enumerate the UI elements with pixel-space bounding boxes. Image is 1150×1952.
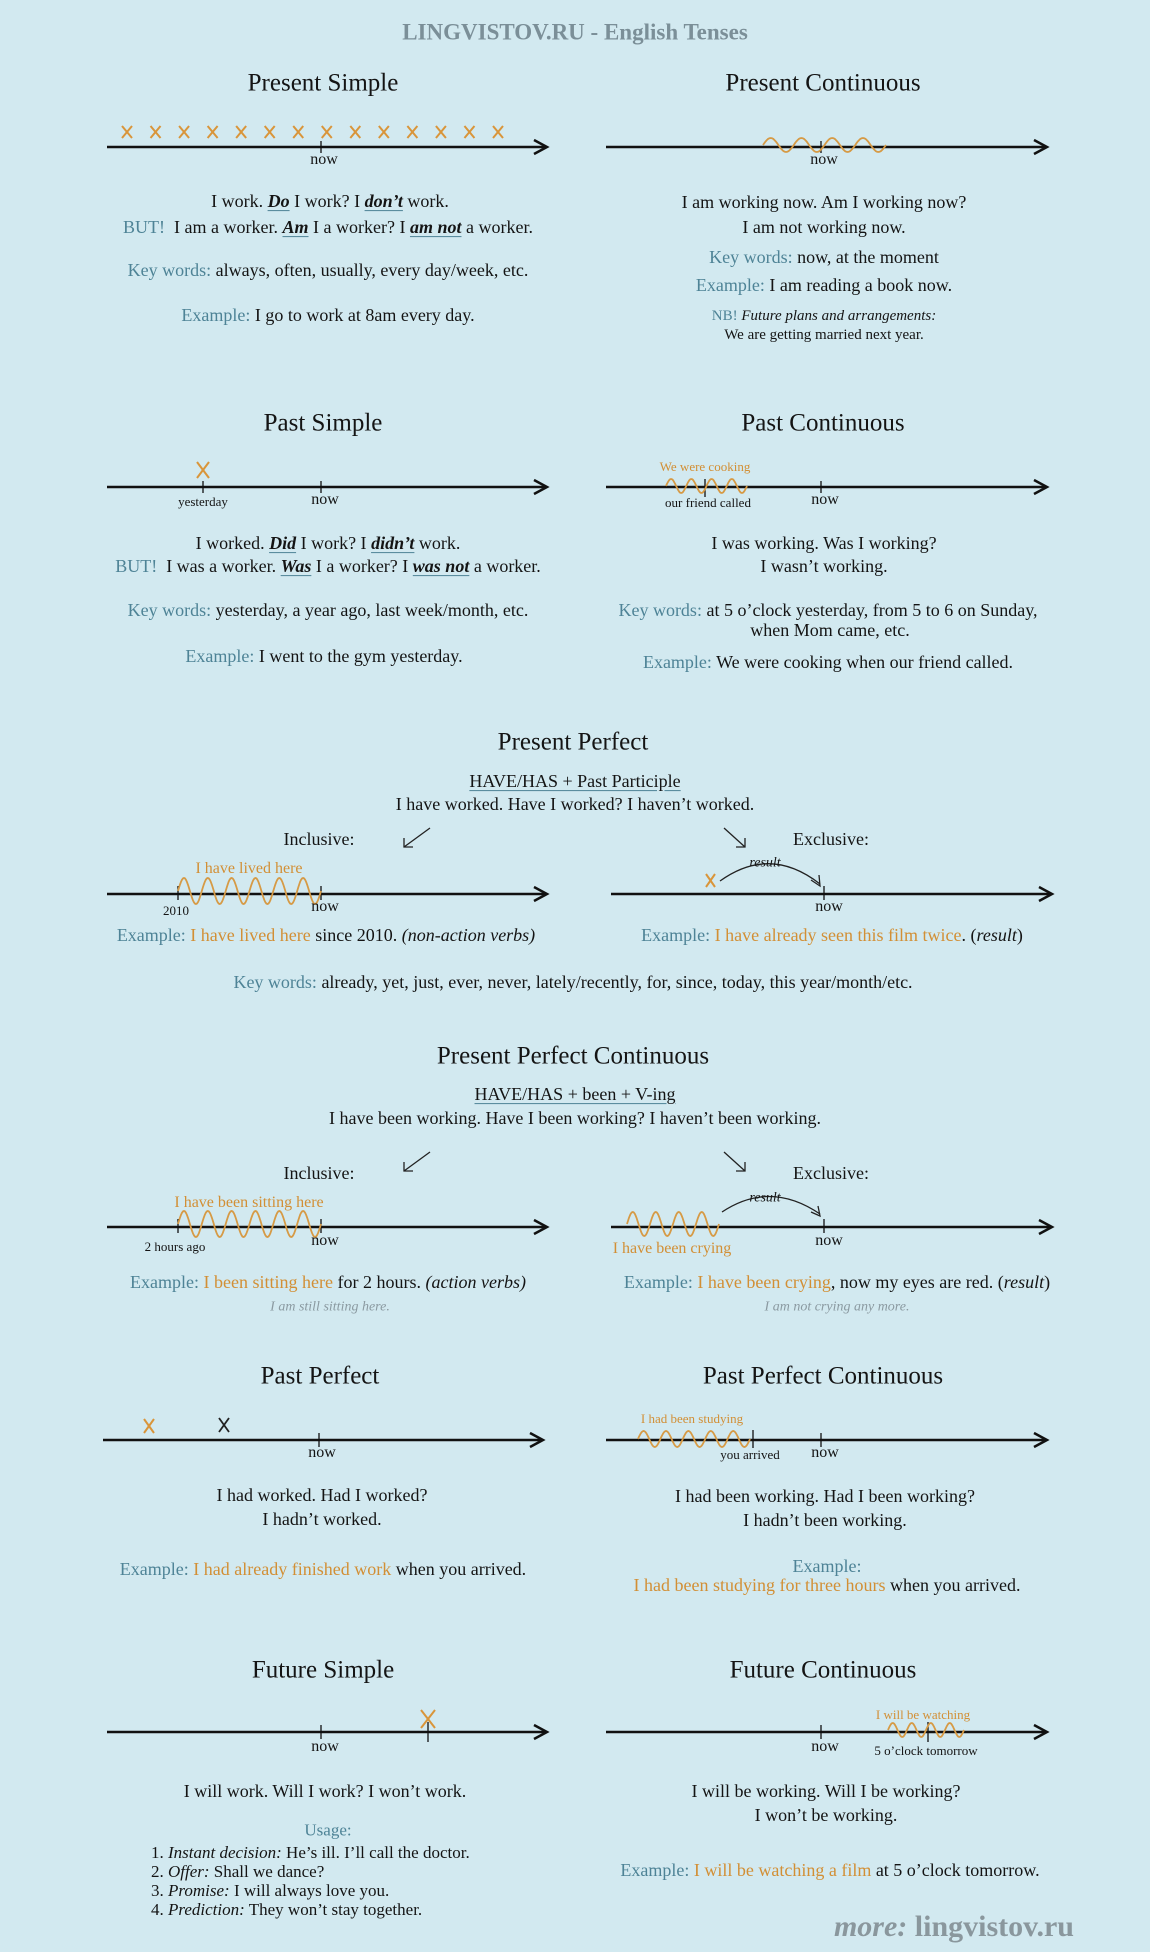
key-words-text: already, yet, just, ever, never, lately/recently, for, since, today, this year/month/etc. [321, 972, 913, 993]
action-cross-icon [293, 126, 303, 138]
event-label: 5 o’clock tomorrow [874, 1742, 978, 1758]
now-label: now [811, 491, 839, 509]
footer-link[interactable] [834, 1910, 1074, 1944]
text: I work? I [296, 533, 372, 554]
item-text: I will always love you. [229, 1881, 390, 1900]
now-label: now [815, 898, 843, 916]
emphasis: Do [267, 191, 290, 212]
example-highlight: I have already seen this film twice [714, 925, 962, 946]
emphasis: Did [269, 533, 297, 554]
forms-line: I have worked. Have I worked? I haven’t worked. [395, 794, 755, 815]
example-label: Example: [185, 646, 255, 667]
example [185, 647, 462, 667]
usage-item [151, 1843, 470, 1862]
section-title-past-continuous: Past Continuous [741, 409, 905, 437]
now-label: now [310, 151, 338, 169]
section-title-present-simple: Present Simple [247, 69, 399, 97]
example-text: since 2010. [310, 925, 402, 946]
example-note: (action verbs) [425, 1272, 526, 1293]
timeline-ppc-exclusive [611, 1196, 1052, 1236]
now-label: now [311, 1738, 339, 1756]
item-number: 3. [151, 1881, 168, 1900]
exclusive-label: Exclusive: [793, 829, 869, 850]
key-words-text: now, at the moment [797, 247, 939, 268]
key-words [128, 601, 529, 621]
example-text: for 2 hours. [332, 1272, 426, 1293]
inclusive-label: Inclusive: [283, 1163, 355, 1184]
ongoing-action-wave [178, 1211, 321, 1237]
later-action-cross-icon [219, 1418, 229, 1432]
item-type: Prediction: [168, 1900, 245, 1919]
usage-label: Usage: [304, 1820, 352, 1840]
example-label: Example: [181, 305, 251, 326]
action-cross-icon [407, 126, 417, 138]
but-label: BUT! [123, 217, 166, 238]
now-label: now [815, 1232, 843, 1250]
action-cross-icon [379, 126, 389, 138]
key-words [618, 601, 1037, 621]
formula: HAVE/HAS + been + V-ing [474, 1084, 676, 1105]
ongoing-action-wave [178, 878, 321, 904]
example-text: , now my eyes are red. ( [830, 1272, 1004, 1293]
now-label: now [308, 1444, 336, 1462]
footer-site[interactable]: lingvistov.ru [914, 1910, 1074, 1943]
item-type: Instant decision: [168, 1843, 282, 1862]
action-cross-icon [322, 126, 332, 138]
timeline-past-simple [107, 462, 547, 494]
item-text: He’s ill. I’ll call the doctor. [281, 1843, 470, 1862]
example [620, 1861, 1039, 1881]
ongoing-action-wave [763, 138, 886, 152]
example-text: when you arrived. [391, 1559, 527, 1580]
usage-item [151, 1862, 470, 1881]
item-text: They won’t stay together. [244, 1900, 423, 1919]
yesterday-label: yesterday [178, 493, 228, 509]
text: I was a worker. [166, 556, 281, 577]
example-highlight: I had already finished work [193, 1559, 392, 1580]
key-words-line-2: when Mom came, etc. [750, 620, 910, 641]
action-label: I had been studying [640, 1410, 744, 1426]
forms-line: I will work. Will I work? I won’t work. [183, 1781, 467, 1802]
key-words-label: Key words: [127, 600, 212, 621]
action-cross-icon [265, 126, 275, 138]
forms-line-1: I am working now. Am I working now? [681, 192, 967, 213]
timeline-future-simple [107, 1710, 547, 1742]
text: I a worker? I [308, 217, 410, 238]
arrow-down-right-icon [724, 828, 745, 847]
example-highlight: I have been crying [697, 1272, 831, 1293]
action-cross-icon [436, 126, 446, 138]
example-label: Example: [119, 1559, 189, 1580]
item-type: Offer: [168, 1862, 210, 1881]
example-note: (non-action verbs) [401, 925, 536, 946]
section-title-present-perfect-continuous: Present Perfect Continuous [436, 1042, 710, 1070]
action-cross-icon [122, 126, 132, 138]
item-number: 1. [151, 1843, 168, 1862]
example-text: I go to work at 8am every day. [254, 305, 475, 326]
item-number: 4. [151, 1900, 168, 1919]
example [634, 1576, 1021, 1596]
section-title-present-continuous: Present Continuous [725, 69, 921, 97]
ongoing-action-wave [627, 1212, 719, 1236]
forms-line-1: I had been working. Had I been working? [675, 1486, 975, 1507]
direction-arrows-present-perfect [404, 828, 745, 847]
example-note: result [976, 925, 1017, 946]
example-text: at 5 o’clock tomorrow. [871, 1860, 1040, 1881]
item-number: 2. [151, 1862, 168, 1881]
exclusive-example [624, 1273, 1050, 1293]
example-label: Example: [130, 1272, 200, 1293]
example-label: Example: [642, 652, 712, 673]
forms-line-2: I am not working now. [742, 217, 906, 238]
forms-line: I have been working. Have I been working? I haven’t been working. [329, 1108, 821, 1129]
action-label: We were cooking [659, 458, 751, 474]
text: I am a worker. [174, 217, 283, 238]
key-words [128, 261, 529, 281]
section-title-past-perfect-continuous: Past Perfect Continuous [702, 1362, 944, 1390]
text: work. [402, 191, 449, 212]
example-text: We were cooking when our friend called. [716, 652, 1014, 673]
text: I work. [211, 191, 268, 212]
emphasis: am not [409, 217, 462, 238]
action-label: I have been sitting here [174, 1194, 324, 1212]
now-label: now [311, 1232, 339, 1250]
nb-note [712, 308, 936, 325]
action-label: I have been crying [612, 1240, 732, 1258]
key-words [233, 973, 912, 993]
forms-line-2: I won’t be working. [754, 1805, 898, 1826]
inclusive-example [117, 926, 535, 946]
text: a worker. [461, 217, 533, 238]
start-label: 2010 [163, 902, 189, 918]
earlier-action-cross-icon [144, 1419, 154, 1433]
action-label: I will be watching [875, 1706, 971, 1722]
inclusive-comment: I am still sitting here. [270, 1299, 390, 1315]
example-text: I went to the gym yesterday. [258, 646, 463, 667]
example-text: I am reading a book now. [769, 275, 953, 296]
section-title-past-perfect: Past Perfect [260, 1362, 380, 1390]
text: I a worker? I [311, 556, 413, 577]
key-words-text: always, often, usually, every day/week, etc. [215, 260, 529, 281]
item-text: Shall we dance? [209, 1862, 325, 1881]
key-words-label: Key words: [127, 260, 212, 281]
example [120, 1560, 526, 1580]
event-label: our friend called [665, 494, 751, 510]
repeated-actions [122, 126, 503, 138]
emphasis: don’t [364, 191, 403, 212]
example [181, 306, 474, 326]
usage-list [151, 1843, 470, 1919]
timeline-present-simple [107, 126, 547, 154]
forms-line-1: I had worked. Had I worked? [216, 1485, 428, 1506]
now-label: now [811, 1444, 839, 1462]
result-label: result [749, 855, 781, 871]
forms-line-2: I wasn’t working. [760, 556, 888, 577]
text: I work? I [289, 191, 365, 212]
section-title-past-simple: Past Simple [263, 409, 383, 437]
nb-text: Future plans and arrangements: [741, 307, 937, 324]
example-label: Example: [116, 925, 186, 946]
but-label: BUT! [115, 556, 158, 577]
example-text: . ( [961, 925, 977, 946]
exclusive-label: Exclusive: [793, 1163, 869, 1184]
forms-line [196, 534, 461, 554]
formula: HAVE/HAS + Past Participle [469, 771, 681, 792]
usage-item [151, 1900, 470, 1919]
inclusive-label: Inclusive: [283, 829, 355, 850]
example-highlight: I been sitting here [203, 1272, 333, 1293]
forms-line-1: I will be working. Will I be working? [691, 1781, 961, 1802]
action-cross-icon [197, 462, 209, 478]
inclusive-example [130, 1273, 526, 1293]
key-words-label: Key words: [233, 972, 317, 993]
example-text: when you arrived. [885, 1575, 1021, 1596]
key-words-label: Key words: [618, 600, 702, 621]
now-label: now [311, 491, 339, 509]
timeline-present-perfect-exclusive [611, 864, 1052, 901]
exclusive-example [641, 926, 1023, 946]
arrow-down-right-icon [724, 1152, 745, 1171]
key-words-text: at 5 o’clock yesterday, from 5 to 6 on Sunday, [706, 600, 1038, 621]
example-text: ) [1044, 1272, 1051, 1293]
example-label: Example: [792, 1556, 862, 1577]
example-text: ) [1016, 925, 1023, 946]
example [643, 653, 1013, 673]
exclusive-comment: I am not crying any more. [764, 1299, 910, 1315]
emphasis: was not [412, 556, 470, 577]
action-cross-icon [493, 126, 503, 138]
timeline-past-perfect [103, 1418, 543, 1447]
nb-label: NB! [711, 307, 738, 324]
event-label: you arrived [720, 1446, 780, 1462]
text: I worked. [195, 533, 270, 554]
ongoing-action-wave [888, 1723, 964, 1737]
example-highlight: I will be watching a film [693, 1860, 872, 1881]
direction-arrows-present-perfect-continuous [404, 1152, 745, 1171]
text: a worker. [469, 556, 541, 577]
forms-line-2: I hadn’t been working. [743, 1510, 907, 1531]
start-label: 2 hours ago [144, 1238, 206, 1254]
action-cross-icon [236, 126, 246, 138]
arrow-down-left-icon [404, 828, 430, 847]
now-label: now [811, 1738, 839, 1756]
usage-item [151, 1881, 470, 1900]
example-label: Example: [623, 1272, 693, 1293]
action-label: I have lived here [195, 860, 303, 878]
footer-label: more: [833, 1910, 908, 1943]
arrow-down-left-icon [404, 1152, 430, 1171]
forms-line-1: I was working. Was I working? [711, 533, 937, 554]
example [696, 276, 952, 296]
section-title-future-continuous: Future Continuous [729, 1656, 917, 1684]
but-line [123, 218, 533, 238]
action-cross-icon [464, 126, 474, 138]
nb-example: We are getting married next year. [724, 326, 924, 343]
section-title-future-simple: Future Simple [251, 1656, 395, 1684]
section-title-present-perfect: Present Perfect [497, 728, 649, 756]
action-cross-icon [179, 126, 189, 138]
forms-line-2: I hadn’t worked. [262, 1509, 382, 1530]
emphasis: didn’t [371, 533, 415, 554]
action-cross-icon [208, 126, 218, 138]
action-cross-icon [151, 126, 161, 138]
result-label: result [749, 1190, 781, 1206]
key-words-text: yesterday, a year ago, last week/month, etc. [215, 600, 529, 621]
now-label: now [810, 151, 838, 169]
example-label: Example: [695, 275, 765, 296]
key-words-label: Key words: [709, 247, 793, 268]
forms-line [211, 192, 449, 212]
key-words [709, 248, 939, 268]
emphasis: Am [282, 217, 309, 238]
but-line [115, 557, 541, 577]
example-highlight: I have lived here [190, 925, 311, 946]
emphasis: Was [280, 556, 312, 577]
example-note: result [1003, 1272, 1045, 1293]
example-label: Example: [641, 925, 711, 946]
action-cross-icon [350, 126, 360, 138]
page-title: LINGVISTOV.RU - English Tenses [402, 19, 748, 45]
action-cross-icon [706, 874, 715, 887]
text: work. [414, 533, 461, 554]
item-type: Promise: [168, 1881, 230, 1900]
example-highlight: I had been studying for three hours [633, 1575, 886, 1596]
now-label: now [311, 898, 339, 916]
example-label: Example: [620, 1860, 690, 1881]
